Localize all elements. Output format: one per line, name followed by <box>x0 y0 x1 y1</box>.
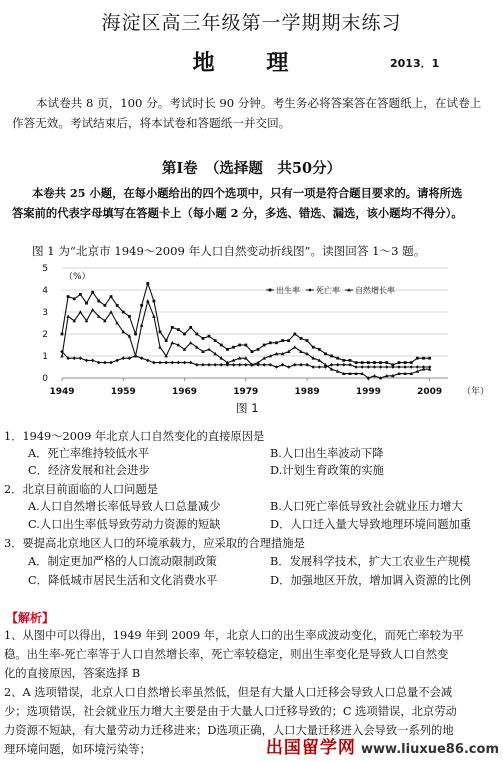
data-point <box>281 363 285 367</box>
data-point <box>416 357 419 360</box>
data-point <box>404 361 407 364</box>
data-point <box>177 328 180 331</box>
data-point <box>110 295 113 298</box>
data-point <box>73 297 76 300</box>
data-point <box>287 339 290 342</box>
data-point <box>134 333 137 336</box>
data-point <box>158 345 162 348</box>
data-point <box>159 330 162 333</box>
data-point <box>72 356 76 360</box>
data-point <box>238 344 241 347</box>
section-rule-line-1: 本卷共 25 小题，在每小题给出的四个选项中，只有一项是符合题目要求的。请将所选 <box>32 186 463 200</box>
instructions-line-2: 作答无效。考试结束后，将本试卷和答题纸一并交回。 <box>12 116 291 130</box>
chart-legend <box>266 285 395 295</box>
data-point <box>189 341 193 344</box>
x-tick-label: 1949 <box>49 387 75 397</box>
y-tick-label: 1 <box>42 352 48 362</box>
instructions-line-1: 本试卷共 8 页，100 分。考试时长 90 分钟。考生务必将答案答在答题纸上，在试卷上 <box>36 96 482 110</box>
data-point <box>300 337 303 340</box>
question-3-stem: 3．要提高北京地区人口的环境承载力，应采取的合理措施是 <box>4 537 305 550</box>
data-point <box>85 359 89 363</box>
data-point <box>354 365 358 369</box>
analysis-line-5: 少；选项错误，社会就业压力增大主要是由于大量人口迁移导致的；C 选项错误，北京劳动 <box>4 705 457 718</box>
data-point <box>244 344 247 347</box>
data-point <box>195 363 199 367</box>
data-point <box>109 361 113 365</box>
data-point <box>409 365 413 369</box>
data-point <box>428 357 431 360</box>
data-point <box>152 361 156 365</box>
x-tick-label: 1979 <box>233 387 259 397</box>
data-point <box>128 356 132 360</box>
data-point <box>373 374 377 377</box>
data-point <box>66 315 70 318</box>
y-unit-label: （%） <box>64 272 91 282</box>
data-point <box>140 323 144 326</box>
figure-caption: 图 1 <box>236 401 259 415</box>
data-point <box>183 361 187 365</box>
data-point <box>183 333 186 336</box>
data-point <box>146 299 150 302</box>
data-point <box>85 302 88 305</box>
data-point <box>202 337 205 340</box>
data-point <box>403 365 407 369</box>
x-unit-label: （年） <box>462 387 490 397</box>
question-1-option-b: B.人口出生率波动下降 <box>270 447 384 460</box>
data-point <box>263 344 266 347</box>
data-point <box>238 363 242 367</box>
data-point <box>170 361 174 365</box>
data-point <box>299 363 303 367</box>
data-point <box>305 363 309 367</box>
data-point <box>97 300 100 303</box>
data-point <box>397 365 401 369</box>
data-point <box>385 365 389 369</box>
data-point <box>349 359 352 362</box>
x-tick-label: 2009 <box>417 387 443 397</box>
data-point <box>336 363 340 367</box>
data-point <box>164 361 168 365</box>
legend-label: 死亡率 <box>316 286 340 295</box>
data-point <box>360 365 364 369</box>
data-point <box>91 308 95 311</box>
y-tick-label: 5 <box>42 264 48 274</box>
data-point <box>189 326 192 329</box>
data-point <box>269 363 273 367</box>
data-point <box>293 333 296 336</box>
data-point <box>97 361 101 365</box>
data-point <box>207 348 211 351</box>
data-point <box>275 341 278 344</box>
data-point <box>318 365 322 369</box>
data-point <box>214 339 217 342</box>
analysis-line-4: 2、A 选项错误，北京人口自然增长率虽然低，但是有大量人口迁移会导致人口总量不会减 <box>4 686 453 699</box>
subject-title: 地 理 <box>192 50 311 76</box>
question-3-option-c: C．降低城市居民生活和文化消费水平 <box>28 574 218 587</box>
data-point <box>158 361 162 365</box>
data-point <box>293 363 297 367</box>
data-point <box>342 363 346 367</box>
exam-title: 海淀区高三年级第一学期期末练习 <box>101 12 402 34</box>
data-point <box>324 352 327 355</box>
data-point <box>312 346 315 349</box>
legend-marker <box>269 289 272 292</box>
data-point <box>61 333 64 336</box>
data-point <box>140 356 144 360</box>
data-point <box>103 361 107 365</box>
analysis-line-3: 化的直接原因，答案选择 B <box>4 667 141 680</box>
site-watermark <box>266 733 499 758</box>
data-point <box>220 363 224 367</box>
x-tick-label: 1969 <box>172 387 198 397</box>
data-point <box>287 365 291 369</box>
chart-grid <box>62 268 448 378</box>
question-1-option-c: C．经济发展和社会进步 <box>28 464 150 477</box>
data-point <box>410 361 413 364</box>
x-tick-label: 1999 <box>355 387 381 397</box>
data-point <box>373 361 376 364</box>
data-point <box>306 339 309 342</box>
question-1-option-a: A．死亡率维持较低水平 <box>28 447 150 460</box>
population-line-chart <box>0 258 503 418</box>
x-tick-label: 1989 <box>294 387 320 397</box>
data-point <box>367 361 370 364</box>
data-point <box>293 345 297 348</box>
data-point <box>146 282 149 285</box>
data-point <box>122 311 125 314</box>
data-point <box>195 333 198 336</box>
question-1-option-d: D.计划生育政策的实施 <box>270 464 384 477</box>
data-point <box>330 363 334 367</box>
data-point <box>244 363 248 367</box>
y-tick-label: 3 <box>42 308 48 318</box>
data-point <box>67 295 70 298</box>
data-point <box>379 361 382 364</box>
data-point <box>79 293 82 296</box>
watermark-site-name: 出国留学网 <box>265 738 356 758</box>
analysis-heading: 【解析】 <box>6 611 55 625</box>
y-tick-label: 2 <box>42 330 48 340</box>
data-point <box>79 356 83 360</box>
data-point <box>177 361 181 365</box>
data-point <box>153 300 156 303</box>
question-2-option-c: C.人口出生率低导致劳动力资源的短缺 <box>28 518 221 531</box>
data-point <box>232 363 236 367</box>
data-point <box>379 365 383 369</box>
question-3-option-a: A．制定更加严格的人口流动限制政策 <box>28 555 217 568</box>
question-2-option-d: D．人口迁入量大导致地理环境问题加重 <box>270 518 472 531</box>
data-point <box>165 339 168 342</box>
data-point <box>121 356 125 360</box>
question-2-option-b: B.人口死亡率低导致社会就业压力增大 <box>270 500 463 513</box>
data-point <box>146 359 150 363</box>
data-point <box>416 365 420 369</box>
data-point <box>385 361 388 364</box>
data-point <box>251 350 254 353</box>
data-point <box>91 359 95 363</box>
y-tick-label: 4 <box>42 286 48 296</box>
figure-intro: 图 1 为“北京市 1949～2009 年人口自然变动折线图”。读图回答 1～3 题。 <box>32 244 426 258</box>
data-point <box>336 357 339 360</box>
data-point <box>213 363 217 367</box>
y-tick-label: 0 <box>42 374 48 384</box>
data-point <box>330 355 333 358</box>
data-point <box>398 361 401 364</box>
data-point <box>281 339 284 342</box>
data-point <box>201 363 205 367</box>
chart-series <box>60 282 431 379</box>
legend-label: 自然增长率 <box>355 286 395 295</box>
question-3-option-b: B．发展科学技术，扩大工农业生产规模 <box>270 555 471 568</box>
data-point <box>103 304 106 307</box>
question-3-option-d: D．加强地区开放，增加调入资源的比例 <box>270 574 472 587</box>
analysis-line-2: 稳。出生率-死亡率等于人口自然增长率，死亡率较稳定，则出生率变化是导致人口自然变 <box>4 648 449 661</box>
data-point <box>367 365 371 369</box>
data-point <box>128 315 131 318</box>
data-point <box>348 363 352 367</box>
data-point <box>275 365 279 369</box>
data-point <box>422 357 425 360</box>
analysis-line-1: 1、从图中可以得出，1949 年到 2009 年，北京人口的出生率成波动变化，而死亡率较为平 <box>4 629 464 642</box>
data-point <box>318 348 321 351</box>
section-rule-line-2: 答案前的代表字母填写在答题卡上（每小题 2 分，多选、错选、漏选，该小题均不得分）。 <box>12 206 463 220</box>
data-point <box>361 361 364 364</box>
data-point <box>220 344 223 347</box>
data-point <box>262 363 266 367</box>
data-point <box>355 361 358 364</box>
data-point <box>115 359 119 363</box>
legend-label: 出生率 <box>276 286 300 295</box>
data-point <box>226 348 229 351</box>
data-point <box>91 291 94 294</box>
x-tick-label: 1959 <box>110 387 136 397</box>
legend-marker <box>308 288 312 292</box>
data-point <box>373 365 377 369</box>
watermark-url: www.liuxue86.com <box>361 742 499 757</box>
data-point <box>232 346 235 349</box>
data-point <box>189 361 193 365</box>
question-2-stem: 2．北京目前面临的人口问题是 <box>4 483 159 496</box>
data-point <box>311 365 315 369</box>
data-point <box>152 315 156 318</box>
question-2-option-a: A.人口自然增长率低导致人口总量减少 <box>28 500 221 513</box>
data-point <box>140 304 143 307</box>
question-1-stem: 1．1949～2009 年北京人口自然变化的直接原因是 <box>4 430 265 443</box>
data-point <box>207 363 211 367</box>
data-point <box>116 304 119 307</box>
data-point <box>208 335 211 338</box>
data-point <box>269 341 272 344</box>
analysis-line-6: 力资源不短缺，有大量劳动力迁移进来；D选项正确，人口大量迁移进入会导致一系列的地 <box>4 724 454 737</box>
data-point <box>170 341 174 344</box>
exam-date: 2013．1 <box>390 57 440 70</box>
section-title: 第Ⅰ卷 （选择题 共50分） <box>161 160 342 177</box>
data-point <box>257 348 260 351</box>
data-point <box>342 359 345 362</box>
analysis-line-7: 理环境问题，如环境污染等； <box>4 743 151 756</box>
data-point <box>171 326 174 329</box>
